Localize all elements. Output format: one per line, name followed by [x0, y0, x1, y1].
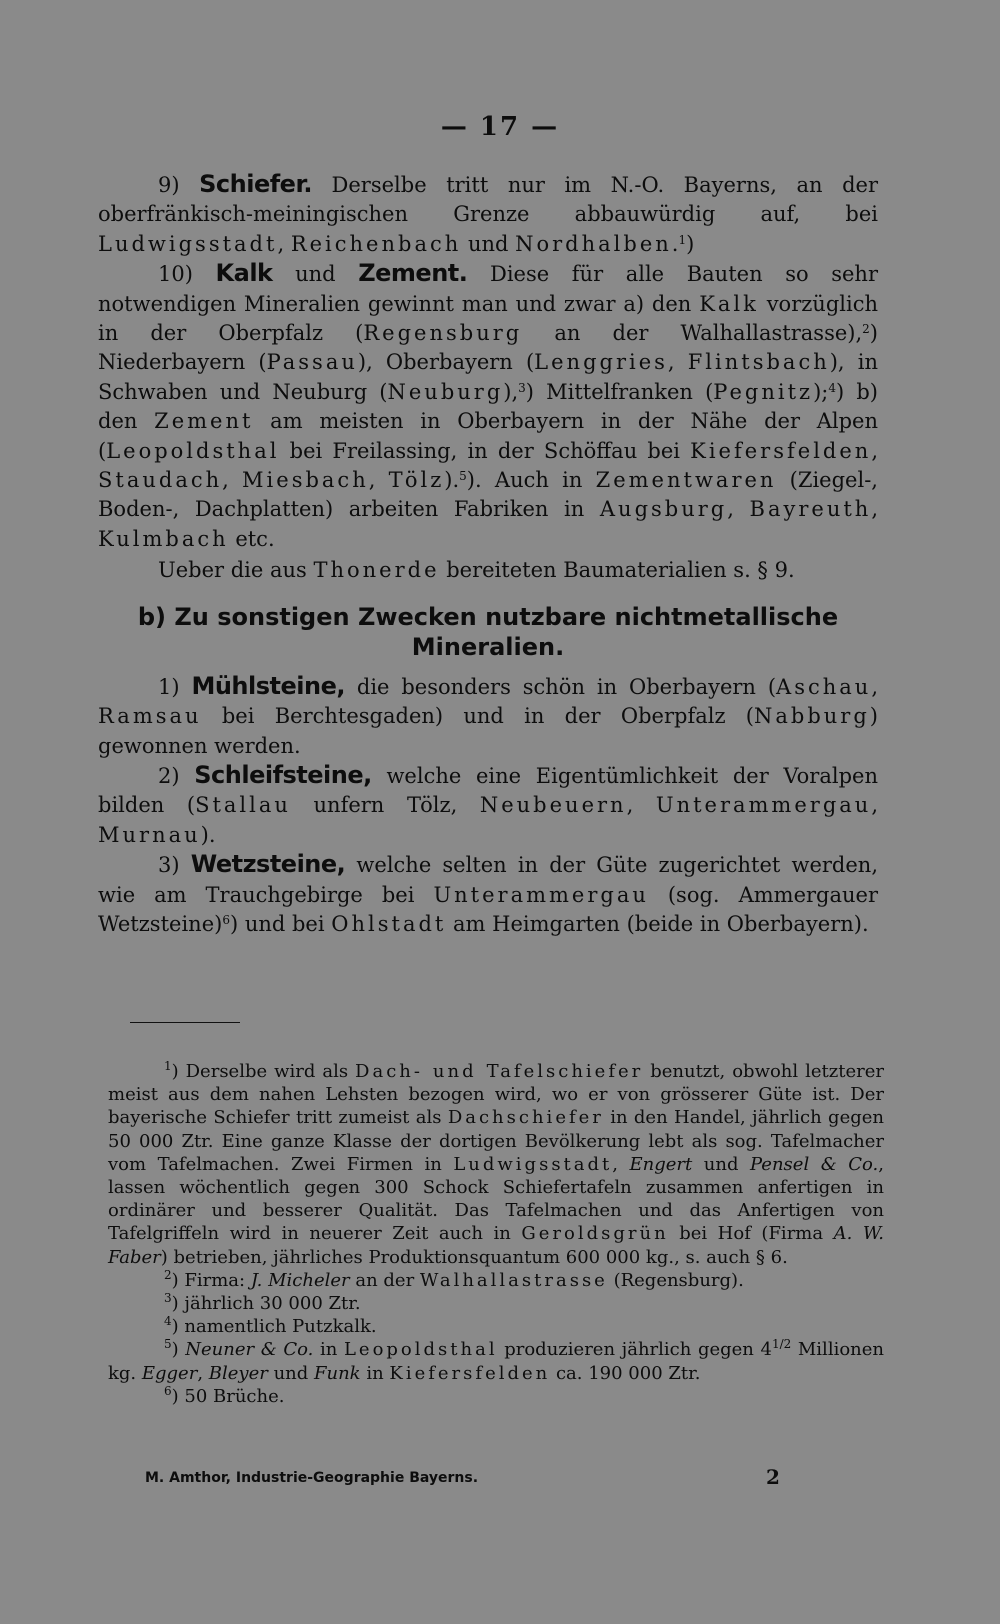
- text: am Heimgarten (beide in Oberbayern).: [446, 911, 869, 936]
- item-number: 9): [158, 173, 200, 197]
- text: an der: [349, 1269, 420, 1291]
- text: ).: [444, 468, 460, 493]
- footnote-mark: 3: [164, 1291, 172, 1306]
- text: );: [813, 379, 829, 404]
- item-heading: Mühlsteine,: [191, 671, 345, 700]
- paragraph-schleifsteine: [98, 761, 878, 850]
- text: die besonders schön in Oberbayern (: [344, 674, 777, 699]
- place-name: Kiefersfelden: [389, 1362, 551, 1384]
- text: ). Auch in: [466, 468, 596, 493]
- footnote-1: [108, 1060, 884, 1269]
- page-number: — 17 —: [440, 112, 560, 142]
- place-name: Aschau: [776, 674, 872, 699]
- text: vorzüglich in der Oberpfalz (: [98, 291, 878, 346]
- text: ,: [368, 468, 389, 493]
- footnote-2: [108, 1269, 884, 1292]
- text: ), Oberbayern (: [357, 350, 535, 375]
- firm-name: Pensel & Co.: [750, 1153, 879, 1175]
- place-name: Miesbach: [242, 468, 369, 493]
- place-name: Nordhalben: [515, 231, 672, 256]
- footnote-mark: 2: [164, 1267, 172, 1282]
- fraction: 1/2: [771, 1337, 792, 1352]
- text: (Ziegel-, Boden-, Dachplatten) arbeiten Fabriken in: [98, 468, 878, 522]
- text: welche selten in der Güte zugerichtet werden, wie am Trauchgebirge bei: [98, 853, 879, 907]
- place-name: Pegnitz: [713, 379, 814, 404]
- text: Diese für alle Bauten so sehr notwendigen Mineralien gewinnt man und zwar a) den: [98, 262, 878, 316]
- text: und: [692, 1153, 750, 1175]
- place-name: Kiefersfelden: [690, 438, 872, 463]
- place-name: Unterammergau: [655, 793, 872, 818]
- signature-mark: 2: [766, 1465, 780, 1489]
- text: unfern Tölz,: [290, 793, 480, 818]
- spaced-term: Thonerde: [313, 558, 440, 583]
- footnote-6: [108, 1385, 884, 1408]
- text: in den Handel, jährlich gegen 50 000 Ztr. Eine ganze Klasse der dortigen Bevölkerung lebt als sog. Tafelmacher vom Tafelmachen. Zwei Firmen in: [108, 1107, 884, 1175]
- place-name: Tölz: [388, 468, 445, 493]
- place-name: Ludwigsstadt: [453, 1153, 613, 1175]
- text: , lassen wöchentlich gegen 300 Schock Schiefertafeln zusammen anfertigen in ordinärer und besserer Qualität. Das Tafelmachen und das Anfertigen von Tafelgriffeln wird in neuerer Zeit auch in: [108, 1153, 884, 1245]
- paragraph-thonerde: [98, 556, 878, 585]
- footnote-3: [108, 1292, 884, 1315]
- place-name: Leopoldsthal: [343, 1339, 498, 1361]
- place-name: Walhallastrasse: [419, 1269, 608, 1291]
- text: Ueber die aus: [158, 558, 314, 583]
- text: bei Freilassing, in der Schöffau bei: [279, 438, 691, 463]
- footnote-ref: 6: [222, 912, 230, 927]
- text: ) gewonnen werden.: [98, 704, 878, 758]
- paragraph-muehlsteine: [98, 672, 878, 761]
- text: und: [272, 262, 359, 287]
- footnote-5: [108, 1338, 884, 1384]
- item-heading: Schiefer.: [199, 170, 312, 198]
- firm-name: Funk: [314, 1362, 361, 1384]
- firm-name: Engert: [629, 1153, 693, 1175]
- text: ) Mittelfranken (: [525, 379, 714, 404]
- place-name: Murnau: [98, 822, 201, 847]
- place-name: Ohlstadt: [331, 911, 447, 936]
- text: ,: [871, 674, 879, 699]
- spaced-term: Zement: [154, 409, 254, 434]
- text: ) und bei: [229, 911, 332, 936]
- item-number: 1): [158, 674, 192, 699]
- text: ,: [871, 497, 878, 522]
- place-name: Nabburg: [754, 704, 870, 729]
- spaced-term: Dach- und Tafelschiefer: [355, 1061, 644, 1082]
- text: ,: [612, 1153, 630, 1175]
- footnote-ref: 3: [518, 380, 526, 395]
- text: bei Hof (Firma: [668, 1223, 834, 1245]
- text: ) Firma:: [171, 1269, 251, 1291]
- place-name: Leopoldsthal: [106, 438, 280, 463]
- footnote-mark: 5: [164, 1337, 172, 1352]
- text: ),: [503, 379, 519, 404]
- place-name: Regensburg: [363, 321, 523, 346]
- text: ), in Schwaben und Neuburg (: [98, 350, 878, 404]
- footnote-4: [108, 1315, 884, 1338]
- text: ) Derselbe wird als: [171, 1061, 356, 1082]
- section-heading: b) Zu sonstigen Zwecken nutzbare nichtmetallische Mineralien.: [137, 602, 839, 661]
- item-heading: Zement.: [358, 259, 468, 288]
- text: ,: [222, 468, 243, 493]
- item-number: 10): [158, 262, 216, 287]
- text: ,: [277, 231, 291, 256]
- item-heading: Schleifsteine,: [194, 760, 372, 789]
- place-name: Staudach: [98, 468, 223, 493]
- paragraph-schiefer: [98, 170, 878, 259]
- paragraph-kalk-zement: [98, 259, 878, 554]
- text: ca. 190 000 Ztr.: [550, 1362, 701, 1384]
- text: bei Berchtesgaden) und in der Oberpfalz (: [201, 704, 754, 729]
- footnote-ref: 1: [678, 232, 687, 247]
- text: ,: [727, 497, 750, 522]
- firm-name: Neuner & Co.: [185, 1339, 314, 1361]
- text: ,: [871, 438, 878, 463]
- text: und: [461, 231, 516, 256]
- footnote-ref: 2: [862, 322, 870, 337]
- footnotes: [108, 1060, 884, 1408]
- signature-line: M. Amthor, Industrie-Geographie Bayerns.: [145, 1470, 479, 1486]
- text: ).: [200, 822, 216, 847]
- item-heading: Kalk: [215, 259, 273, 288]
- place-name: Lenggries: [534, 350, 668, 375]
- text: in: [313, 1339, 344, 1361]
- footnote-ref: 4: [828, 380, 837, 395]
- text: (Regensburg).: [607, 1269, 744, 1291]
- spaced-term: Zementwaren: [595, 468, 777, 493]
- place-name: Geroldsgrün: [521, 1223, 669, 1245]
- spaced-term: Kalk: [699, 291, 759, 316]
- place-name: Neubeuern: [479, 793, 627, 818]
- text: ,: [667, 350, 688, 375]
- place-name: Ludwigsstadt: [98, 231, 278, 256]
- place-name: Unterammergau: [433, 882, 649, 907]
- place-name: Ramsau: [98, 704, 202, 729]
- text: ) jährlich 30 000 Ztr.: [171, 1293, 361, 1315]
- text: in: [360, 1362, 390, 1384]
- footnote-ref: 5: [459, 469, 467, 484]
- place-name: Flintsbach: [687, 350, 830, 375]
- text: ,: [871, 793, 878, 818]
- item-number: 3): [158, 853, 191, 878]
- footnote-mark: 6: [164, 1383, 172, 1398]
- text: Millionen kg.: [108, 1339, 885, 1384]
- paragraph-wetzsteine: [98, 850, 878, 939]
- place-name: Reichenbach: [290, 231, 462, 256]
- text: produzieren jährlich gegen 4: [497, 1339, 772, 1361]
- item-heading: Wetzsteine,: [190, 850, 346, 879]
- place-name: Stallau: [195, 793, 291, 818]
- footnote-divider: [130, 1022, 240, 1023]
- footnote-mark: 4: [164, 1314, 172, 1329]
- text: an der Walhallastrasse),: [522, 321, 863, 346]
- text: Derselbe tritt nur im N.-O. Bayerns, an der oberfränkisch-meiningischen Grenze abbauwürdig auf, bei: [98, 173, 879, 227]
- place-name: Bayreuth: [749, 497, 872, 522]
- text: bereiteten Baumaterialien s. § 9.: [439, 558, 795, 583]
- text: ): [686, 231, 695, 256]
- text: ) 50 Brüche.: [171, 1385, 285, 1407]
- text: etc.: [228, 526, 275, 551]
- firm-name: Bleyer: [208, 1362, 268, 1384]
- text: .: [671, 231, 679, 256]
- text: ) namentlich Putzkalk.: [171, 1316, 377, 1338]
- text: ) b) den: [98, 379, 878, 434]
- text: welche eine Eigentümlichkeit der Voralpen bilden (: [98, 763, 878, 818]
- place-name: Kulmbach: [98, 526, 229, 551]
- place-name: Augsburg: [599, 497, 728, 522]
- spaced-term: Dachschiefer: [447, 1107, 604, 1129]
- text: (sog. Ammergauer Wetzsteine): [98, 882, 879, 936]
- text: ): [171, 1339, 186, 1361]
- text: ) betrieben, jährliches Produktionsquantum 600 000 kg., s. auch § 6.: [160, 1246, 788, 1268]
- text: ,: [197, 1362, 209, 1384]
- firm-name: J. Micheler: [250, 1269, 350, 1291]
- footnote-mark: 1: [164, 1059, 172, 1073]
- text: und: [267, 1362, 314, 1384]
- place-name: Neuburg: [387, 379, 504, 404]
- text: ) Niederbayern (: [98, 321, 878, 375]
- place-name: Passau: [266, 350, 358, 375]
- item-number: 2): [158, 763, 195, 788]
- firm-name: A. W. Faber: [108, 1223, 884, 1268]
- firm-name: Egger: [141, 1362, 198, 1384]
- text: benutzt, obwohl letzterer meist aus dem nahen Lehsten bezogen wird, wo er von grösserer Güte ist. Der bayerische Schiefer tritt zumeist als: [108, 1061, 884, 1129]
- text: ,: [626, 793, 656, 818]
- text: am meisten in Oberbayern in der Nähe der Alpen (: [98, 409, 878, 463]
- main-text: [98, 170, 878, 939]
